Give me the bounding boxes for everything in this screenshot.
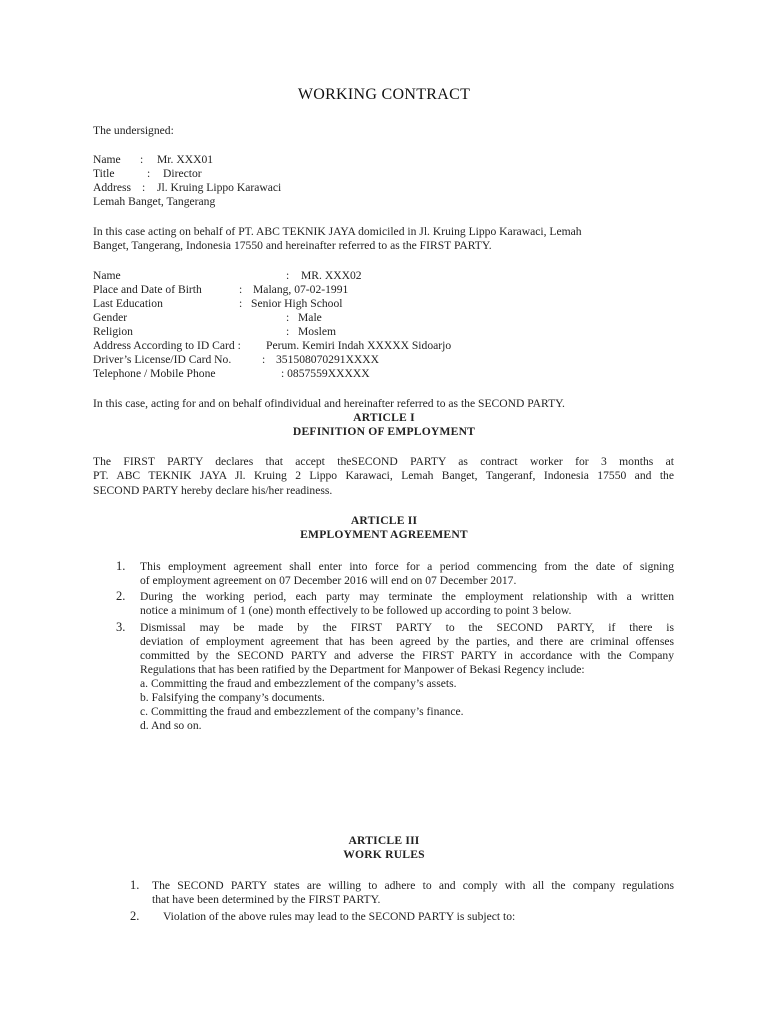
- second-name-label: Name: [93, 269, 121, 282]
- second-gender-label: Gender: [93, 311, 128, 324]
- article-2-item-3-line2: deviation of employment agreement that has been agreed by the parties, and there are criminal offenses: [140, 635, 674, 648]
- article-1-para-line2: PT. ABC TEKNIK JAYA Jl. Kruing 2 Lippo Karawaci, Lemah Banget, Tangeranf, Indonesia 17550 and the: [93, 469, 674, 482]
- second-pdob-value: Malang, 07-02-1991: [253, 283, 349, 296]
- article-2-item-3-sub-d: d. And so on.: [140, 719, 202, 732]
- article-2-item-1-number: 1.: [116, 559, 126, 573]
- second-license-value: 351508070291XXXX: [276, 353, 380, 366]
- first-party-para-line2: Banget, Tangerang, Indonesia 17550 and hereinafter referred to as the FIRST PARTY.: [93, 239, 492, 252]
- first-name-colon: :: [140, 153, 144, 166]
- article-2-item-2-line1: During the working period, each party may terminate the employment relationship with a written: [140, 590, 674, 603]
- second-religion-colon: :: [286, 325, 290, 338]
- article-2-item-3-line4: Regulations that has been ratified by the Department for Manpower of Bekasi Regency include:: [140, 663, 585, 676]
- first-address-label: Address: [93, 181, 131, 194]
- article-1-para-line1: The FIRST PARTY declares that accept theSECOND PARTY as contract worker for 3 months at: [93, 455, 674, 468]
- article-2-item-3-sub-c: c. Committing the fraud and embezzlement of the company’s finance.: [140, 705, 464, 718]
- second-education-label: Last Education: [93, 297, 163, 310]
- second-party-para: In this case, acting for and on behalf ofindividual and hereinafter referred to as the SECOND PARTY.: [93, 397, 565, 410]
- article-2-item-3-number: 3.: [116, 620, 126, 634]
- article-1-para-line3: SECOND PARTY hereby declare his/her readiness.: [93, 484, 333, 497]
- first-address-value: Jl. Kruing Lippo Karawaci: [157, 181, 282, 194]
- undersigned-label: The undersigned:: [93, 124, 174, 137]
- article-2-subheading: EMPLOYMENT AGREEMENT: [300, 528, 468, 541]
- second-license-colon: :: [262, 353, 266, 366]
- article-2-item-2-line2: notice a minimum of 1 (one) month effectively to be followed up according to point 3 below.: [140, 604, 572, 617]
- second-address-label: Address According to ID Card :: [93, 339, 241, 352]
- first-party-para-line1: In this case acting on behalf of PT. ABC TEKNIK JAYA domiciled in Jl. Kruing Lippo Karawaci, Lemah: [93, 225, 582, 238]
- second-gender-value: Male: [298, 311, 322, 324]
- second-education-value: Senior High School: [251, 297, 343, 310]
- article-3-item-1-line1: The SECOND PARTY states are willing to adhere to and comply with all the company regulations: [152, 879, 674, 892]
- article-1-heading: ARTICLE I: [353, 411, 415, 424]
- first-title-value: Director: [163, 167, 202, 180]
- first-name-label: Name: [93, 153, 121, 166]
- article-2-item-3-line3: committed by the SECOND PARTY and adverse the FIRST PARTY in accordance with the Company: [140, 649, 674, 662]
- second-name-value: MR. XXX02: [301, 269, 362, 282]
- article-1-subheading: DEFINITION OF EMPLOYMENT: [292, 425, 476, 438]
- second-pdob-colon: :: [239, 283, 243, 296]
- article-3-subheading: WORK RULES: [343, 848, 425, 861]
- article-2-item-2-number: 2.: [116, 589, 126, 603]
- second-gender-colon: :: [286, 311, 290, 324]
- first-title-colon: :: [147, 167, 151, 180]
- article-3-item-2-number: 2.: [130, 909, 140, 923]
- first-address-colon: :: [142, 181, 146, 194]
- first-name-value: Mr. XXX01: [157, 153, 214, 166]
- article-3-heading: ARTICLE III: [348, 834, 420, 847]
- article-2-item-3-line1: Dismissal may be made by the FIRST PARTY to the SECOND PARTY, if there is: [140, 621, 674, 634]
- article-3-item-2-line1: Violation of the above rules may lead to the SECOND PARTY is subject to:: [163, 910, 516, 923]
- second-phone-value: : 0857559XXXXX: [281, 367, 370, 380]
- second-phone-label: Telephone / Mobile Phone: [93, 367, 216, 380]
- document-title: WORKING CONTRACT: [297, 86, 471, 103]
- first-address-line2: Lemah Banget, Tangerang: [93, 195, 216, 208]
- article-2-item-1-line1: This employment agreement shall enter into force for a period commencing from the date of signing: [140, 560, 674, 573]
- article-3-item-1-line2: that have been determined by the FIRST PARTY.: [152, 893, 381, 906]
- second-religion-label: Religion: [93, 325, 133, 338]
- article-2-heading: ARTICLE II: [350, 514, 418, 527]
- article-3-item-1-number: 1.: [130, 878, 140, 892]
- article-2-item-1-line2: of employment agreement on 07 December 2016 will end on 07 December 2017.: [140, 574, 517, 587]
- second-license-label: Driver’s License/ID Card No.: [93, 353, 232, 366]
- second-religion-value: Moslem: [298, 325, 337, 338]
- article-2-item-3-sub-b: b. Falsifying the company’s documents.: [140, 691, 325, 704]
- first-title-label: Title: [93, 167, 115, 180]
- article-2-item-3-sub-a: a. Committing the fraud and embezzlement of the company’s assets.: [140, 677, 457, 690]
- second-pdob-label: Place and Date of Birth: [93, 283, 202, 296]
- second-address-value: Perum. Kemiri Indah XXXXX Sidoarjo: [266, 339, 452, 352]
- second-education-colon: :: [239, 297, 243, 310]
- second-name-colon: :: [286, 269, 290, 282]
